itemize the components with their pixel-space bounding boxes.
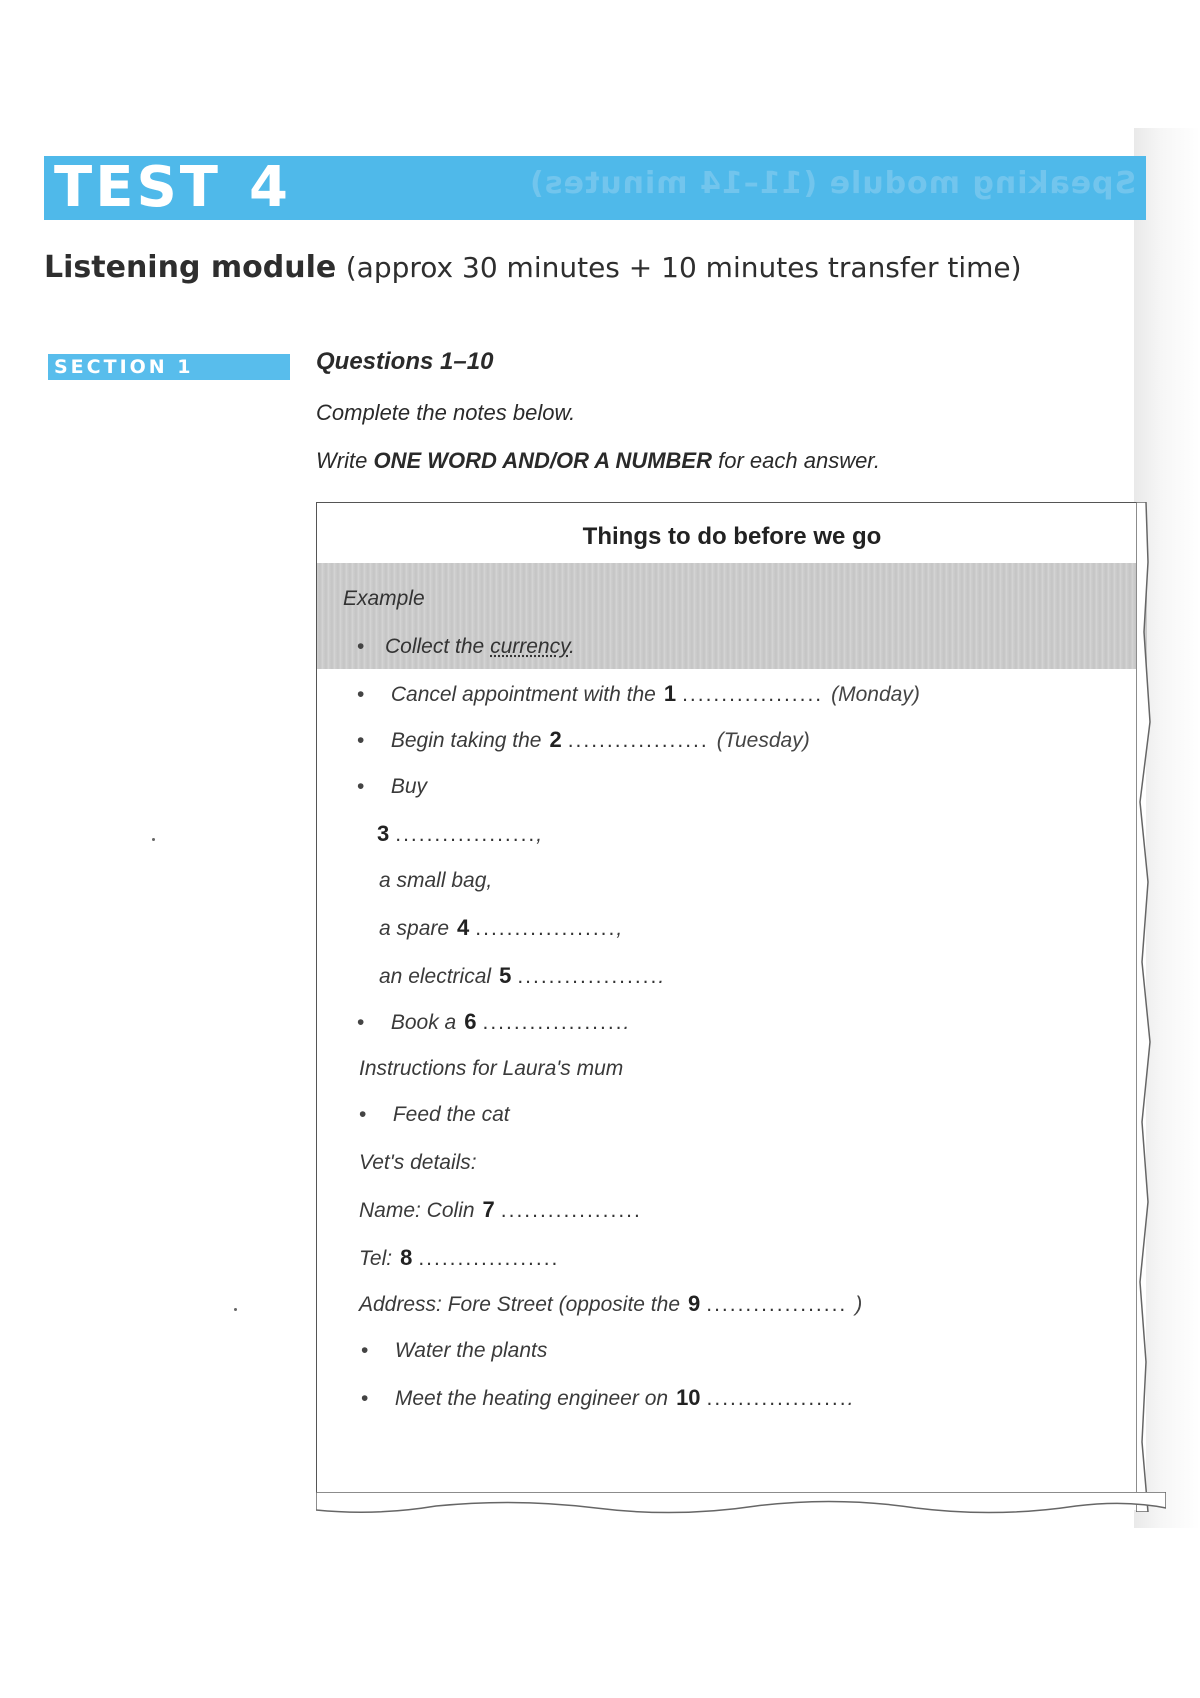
torn-right-edge: [1136, 502, 1166, 1512]
answer-blank[interactable]: ..................: [395, 823, 537, 846]
module-title: Listening module: [44, 250, 337, 285]
question-number: 5: [499, 963, 512, 988]
example-item: • Collect the currency.: [357, 635, 575, 659]
example-label: Example: [343, 587, 425, 610]
notes-title: Things to do before we go: [582, 523, 882, 550]
note-item-q10: • Meet the heating engineer on 10 ...................: [361, 1385, 853, 1411]
module-details: (approx 30 minutes + 10 minutes transfer time): [345, 251, 1022, 284]
note-item-buy: • Buy: [357, 775, 427, 799]
note-item-q3: 3 ..................,: [377, 821, 543, 846]
question-number: 3: [377, 821, 390, 846]
instructions-heading: Instructions for Laura's mum: [359, 1057, 624, 1080]
answer-blank[interactable]: ..................: [418, 1247, 560, 1270]
note-item-q4: a spare 4 ..................,: [379, 915, 623, 940]
module-heading: [44, 250, 1022, 285]
question-number: 2: [549, 727, 562, 752]
note-item-q8: Tel: 8 ..................: [359, 1245, 560, 1270]
question-number: 7: [482, 1197, 495, 1222]
section-badge: SECTION 1: [48, 354, 290, 380]
note-item-q5: an electrical 5 ...................: [379, 963, 665, 988]
question-number: 1: [663, 681, 677, 706]
answer-blank[interactable]: ..................: [706, 1387, 848, 1410]
answer-blank[interactable]: ..................: [500, 1199, 642, 1222]
note-item-q7: Name: Colin 7 ..................: [359, 1197, 642, 1222]
note-item-small-bag: a small bag,: [379, 869, 493, 892]
question-number: 10: [676, 1385, 701, 1410]
answer-blank[interactable]: ..................: [567, 729, 709, 752]
notes-box: [316, 502, 1146, 1510]
note-item-q2: • Begin taking the 2 .................. (Tuesday): [357, 727, 810, 753]
note-item-feed-cat: • Feed the cat: [359, 1103, 510, 1127]
questions-heading: Questions 1–10: [316, 348, 494, 375]
answer-blank[interactable]: ..................: [482, 1011, 624, 1034]
question-number: 8: [400, 1245, 413, 1270]
instruction-complete-notes: Complete the notes below.: [316, 400, 576, 425]
answer-blank[interactable]: ..................: [682, 683, 824, 706]
question-number: 9: [688, 1291, 701, 1316]
answer-blank[interactable]: ..................: [706, 1293, 848, 1316]
note-item-water-plants: • Water the plants: [361, 1339, 547, 1363]
question-number: 4: [457, 915, 470, 940]
note-item-q1: • Cancel appointment with the 1 .................. (Monday): [357, 681, 920, 707]
scan-speck: [152, 838, 155, 841]
scan-speck: [234, 1308, 237, 1311]
answer-blank[interactable]: ..................: [475, 917, 617, 940]
note-item-q9: Address: Fore Street (opposite the 9 .................. ): [359, 1291, 863, 1316]
answer-blank[interactable]: ..................: [517, 965, 659, 988]
torn-bottom-edge: [316, 1492, 1166, 1522]
test-title: TEST 4: [54, 155, 291, 220]
vet-details-heading: Vet's details:: [359, 1151, 477, 1174]
example-answer: currency: [490, 635, 570, 658]
question-number: 6: [464, 1009, 477, 1034]
instruction-word-limit: Write ONE WORD AND/OR A NUMBER for each answer.: [316, 448, 880, 473]
mirrored-show-through-text: Speaking module (11–14 minutes): [528, 166, 1136, 201]
test-banner: [44, 156, 1146, 220]
note-item-q6: • Book a 6 ...................: [357, 1009, 629, 1035]
